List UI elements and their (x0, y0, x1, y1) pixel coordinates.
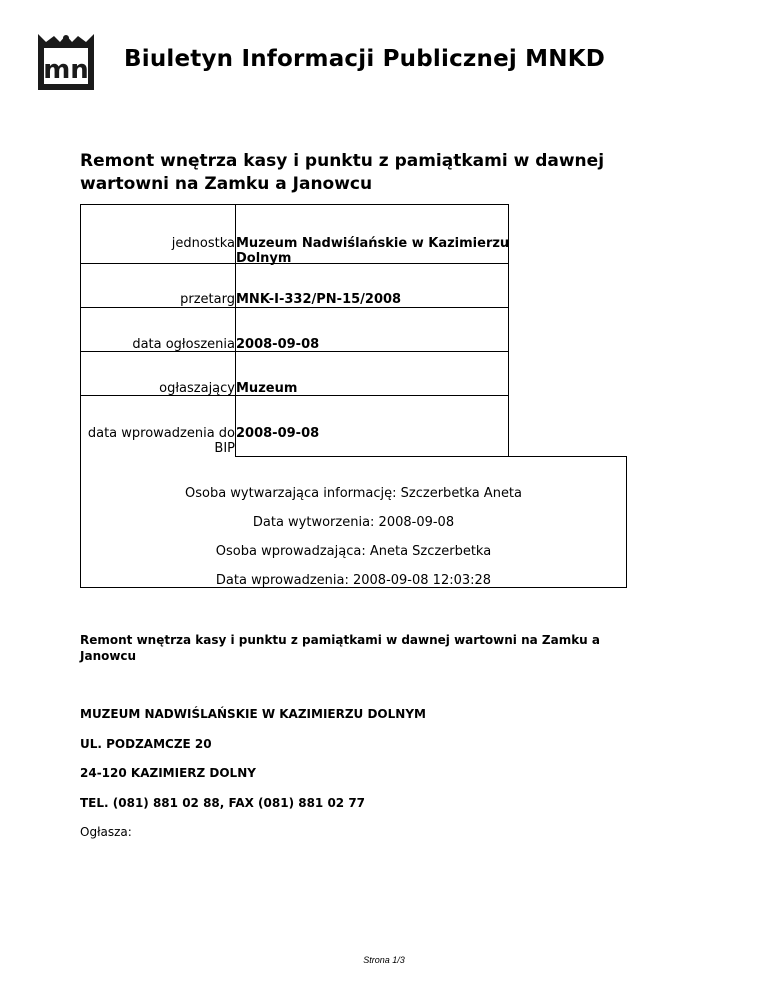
page-number: Strona 1/3 (363, 955, 405, 965)
body-heading: Remont wnętrza kasy i punktu z pamiątkami w dawnej wartowni na Zamku a Janowcu (80, 633, 600, 663)
address-line: 24-120 KAZIMIERZ DOLNY (80, 766, 256, 780)
meta-entered-date: Data wprowadzenia: 2008-09-08 12:03:28 (215, 573, 492, 588)
row-value-przetarg: MNK-I-332/PN-15/2008 (236, 292, 402, 307)
address-line: TEL. (081) 881 02 88, FAX (081) 881 02 77 (80, 796, 366, 810)
mnkd-logo-icon (36, 32, 96, 92)
announces-text: Ogłasza: (80, 825, 132, 839)
meta-created-date: Data wytworzenia: 2008-09-08 (252, 515, 455, 530)
address-line: UL. PODZAMCZE 20 (80, 737, 212, 751)
row-label-data-ogloszenia: data ogłoszenia (132, 337, 235, 352)
site-title: Biuletyn Informacji Publicznej MNKD (124, 46, 606, 72)
document-title: Remont wnętrza kasy i punktu z pamiątkami w dawnej wartowni na Zamku a Janowcu (80, 151, 605, 194)
row-label-oglaszajacy: ogłaszający (159, 381, 235, 396)
row-label-data-wprowadzenia: data wprowadzenia do BIP (87, 426, 235, 456)
row-value-data-wprowadzenia: 2008-09-08 (236, 426, 320, 441)
info-table (80, 204, 627, 588)
meta-author: Osoba wytwarzająca informację: Szczerbetka Aneta (184, 486, 523, 501)
row-value-jednostka: Muzeum Nadwiślańskie w Kazimierzu Dolnym (236, 236, 510, 266)
row-label-jednostka: jednostka (171, 236, 235, 251)
address-line: MUZEUM NADWIŚLAŃSKIE W KAZIMIERZU DOLNYM (80, 707, 426, 721)
meta-entered-by: Osoba wprowadzająca: Aneta Szczerbetka (215, 544, 492, 559)
row-value-data-ogloszenia: 2008-09-08 (236, 337, 320, 352)
row-value-oglaszajacy: Muzeum (236, 381, 298, 396)
svg-text:mn: mn (43, 55, 89, 85)
row-label-przetarg: przetarg (180, 292, 235, 307)
